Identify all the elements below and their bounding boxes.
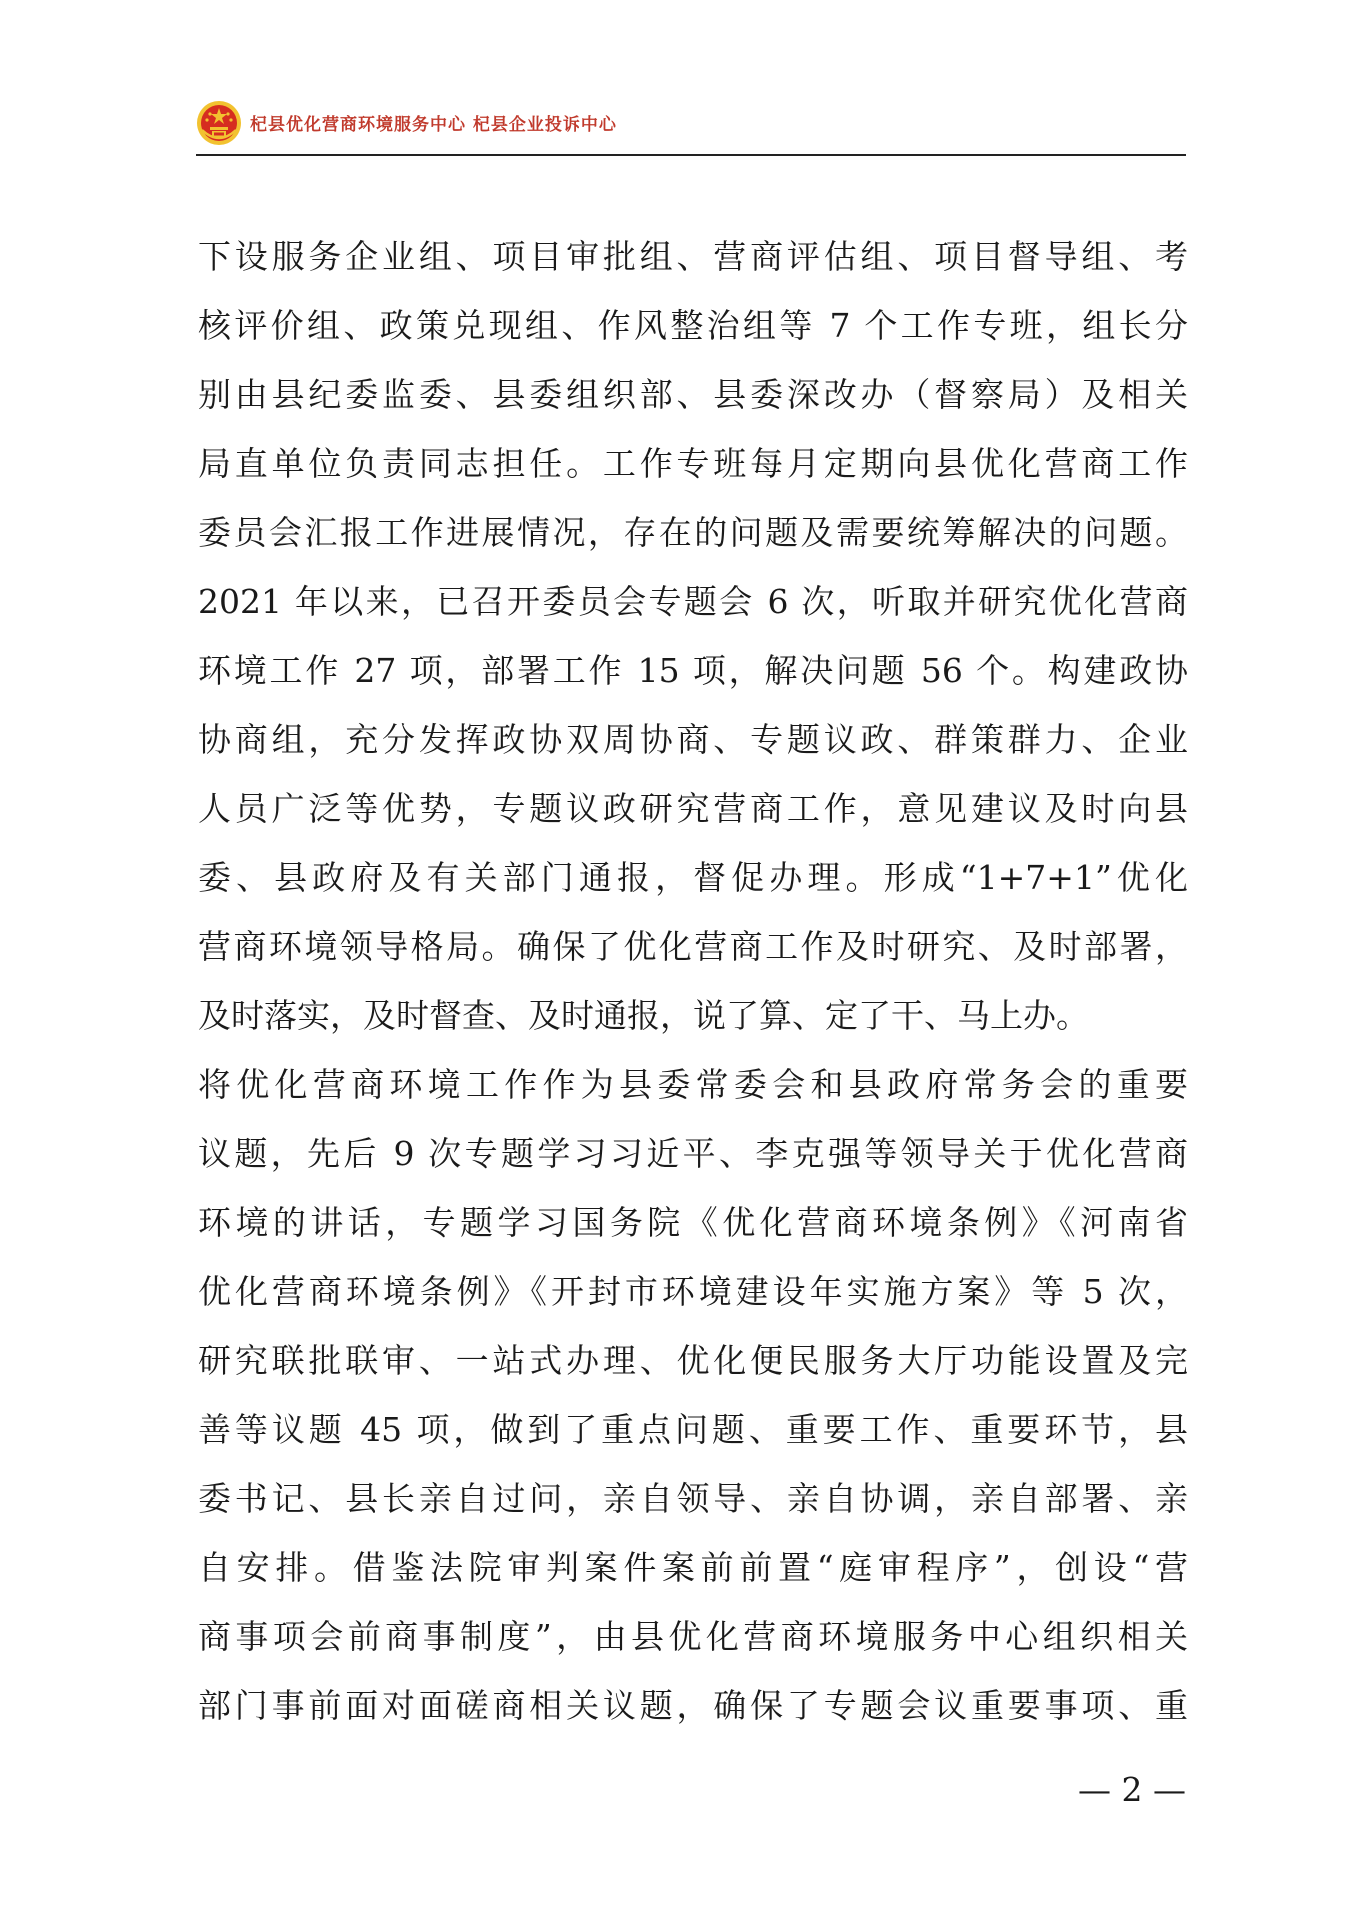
body-line: 下设服务企业组、项目审批组、营商评估组、项目督导组、考 [198, 237, 1188, 276]
body-line: 委书记、县长亲自过问，亲自领导、亲自协调，亲自部署、亲 [198, 1479, 1188, 1518]
body-line: 别由县纪委监委、县委组织部、县委深改办（督察局）及相关 [198, 375, 1188, 414]
header-divider [196, 154, 1186, 156]
body-text [198, 222, 1188, 1740]
body-line: 协商组，充分发挥政协双周协商、专题议政、群策群力、企业 [198, 720, 1188, 759]
page-number: — 2 — [1078, 1770, 1186, 1809]
body-line: 2021 年以来，已召开委员会专题会 6 次，听取并研究优化营商 [198, 582, 1188, 621]
body-line: 部门事前面对面磋商相关议题，确保了专题会议重要事项、重 [198, 1686, 1188, 1725]
body-line: 人员广泛等优势，专题议政研究营商工作，意见建议及时向县 [198, 789, 1188, 828]
body-line: 自安排。借鉴法院审判案件案前前置“庭审程序”，创设“营 [198, 1548, 1188, 1587]
body-line: 核评价组、政策兑现组、作风整治组等 7 个工作专班，组长分 [198, 306, 1188, 345]
header-title: 杞县优化营商环境服务中心 杞县企业投诉中心 [250, 115, 617, 135]
body-line: 善等议题 45 项，做到了重点问题、重要工作、重要环节，县 [198, 1410, 1188, 1449]
body-line: 商事项会前商事制度”，由县优化营商环境服务中心组织相关 [198, 1617, 1188, 1656]
body-line: 议题，先后 9 次专题学习习近平、李克强等领导关于优化营商 [198, 1134, 1188, 1173]
body-line: 委、县政府及有关部门通报，督促办理。形成“1+7+1”优化 [198, 858, 1188, 897]
national-emblem-icon [196, 100, 242, 146]
body-line: 局直单位负责同志担任。工作专班每月定期向县优化营商工作 [198, 444, 1188, 483]
body-line: 研究联批联审、一站式办理、优化便民服务大厅功能设置及完 [198, 1341, 1188, 1380]
body-line: 优化营商环境条例》《开封市环境建设年实施方案》等 5 次， [198, 1272, 1188, 1311]
body-line: 委员会汇报工作进展情况，存在的问题及需要统筹解决的问题。 [198, 513, 1188, 552]
body-line: 营商环境领导格局。确保了优化营商工作及时研究、及时部署， [198, 927, 1188, 966]
body-line: 环境工作 27 项，部署工作 15 项，解决问题 56 个。构建政协 [198, 651, 1188, 690]
body-line: 将优化营商环境工作作为县委常委会和县政府常务会的重要 [198, 1065, 1188, 1104]
document-header [196, 98, 1186, 154]
body-line: 环境的讲话，专题学习国务院《优化营商环境条例》《河南省 [198, 1203, 1188, 1242]
body-line: 及时落实，及时督查、及时通报，说了算、定了干、马上办。 [198, 996, 1089, 1035]
